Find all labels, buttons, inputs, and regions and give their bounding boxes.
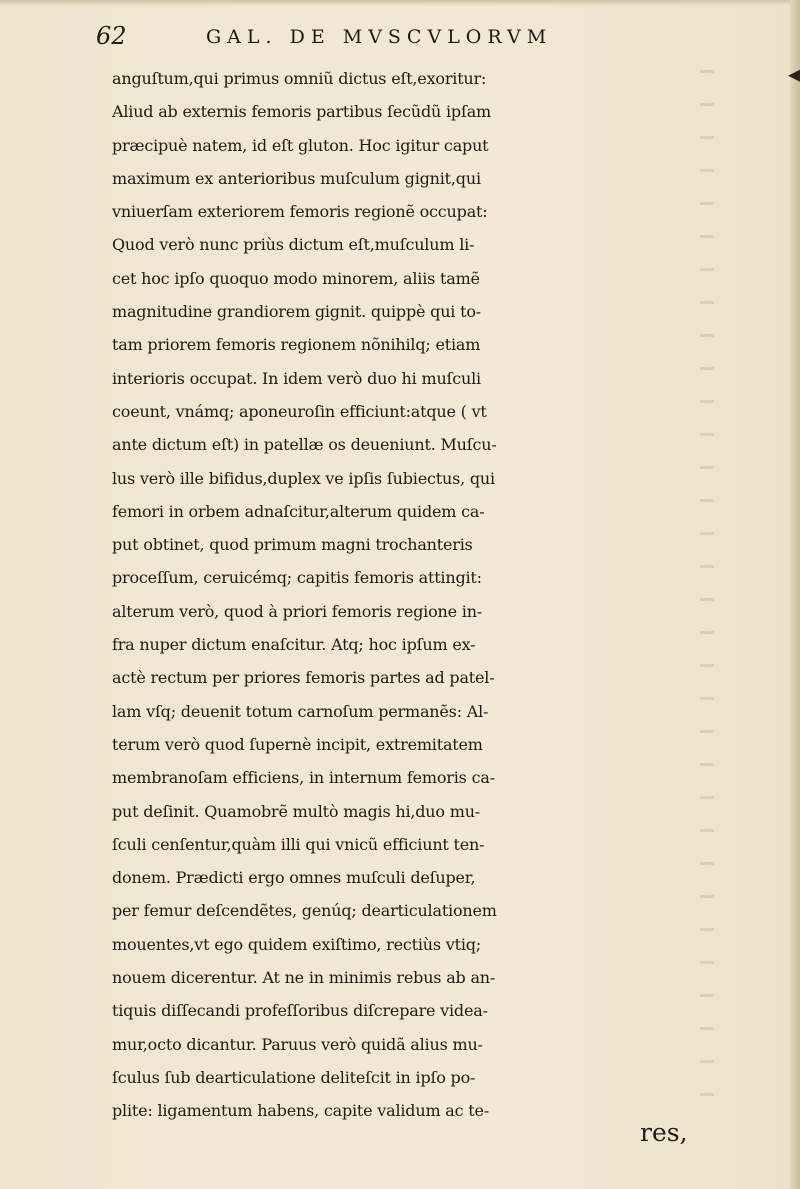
text-line: nouem dicerentur. At ne in minimis rebus ab an-: [112, 968, 496, 988]
text-line: interioris occupat. In idem verò duo hi muſculi: [112, 368, 481, 388]
body-text: [112, 62, 712, 1128]
text-line: per femur deſcendẽtes, genúq; dearticulationem: [112, 901, 497, 921]
text-line: cet hoc ipſo quoquo modo minorem, aliis tamẽ: [112, 268, 480, 288]
text-line: femori in orbem adnaſcitur,alterum quidem ca-: [112, 501, 485, 521]
text-line: plite: ligamentum habens, capite validum ac te-: [112, 1101, 489, 1121]
catchword: res,: [640, 1118, 688, 1147]
running-title: GAL. DE MVSCVLORVM: [206, 26, 553, 48]
text-line: membranoſam efficiens, in internum femoris ca-: [112, 768, 495, 788]
text-line: præcipuè natem, id eſt gluton. Hoc igitur caput: [112, 135, 489, 155]
margin-mark: ◂: [788, 60, 800, 88]
text-line: terum verò quod ſupernè incipit, extremitatem: [112, 734, 483, 754]
text-line: Aliud ab externis femoris partibus ſecũdũ ipſam: [112, 102, 492, 122]
text-line: ſculus ſub dearticulatione deliteſcit in ipſo po-: [112, 1067, 476, 1087]
page-header: [96, 22, 616, 54]
text-line: alterum verò, quod à priori femoris regione in-: [112, 601, 483, 621]
text-line: lus verò ille bifidus,duplex ve ipſis ſubiectus, qui: [112, 468, 495, 488]
text-line: anguſtum,qui primus omniũ dictus eſt,exoritur:: [112, 69, 487, 88]
text-line: actè rectum per priores femoris partes ad patel-: [112, 668, 495, 688]
text-line: mur,octo dicantur. Paruus verò quidã alius mu-: [112, 1034, 483, 1054]
text-line: proceſſum, ceruicémq; capitis femoris attingit:: [112, 568, 482, 588]
text-line: vniuerſam exteriorem femoris regionẽ occupat:: [112, 202, 488, 222]
text-line: coeunt, vnámq; aponeuroſin efficiunt:atque ( vt: [112, 401, 487, 421]
text-line: maximum ex anterioribus muſculum gignit,qui: [112, 168, 481, 188]
text-line: lam vſq; deuenit totum carnoſum permanẽs: Al-: [112, 701, 489, 721]
text-line: put deſinit. Quamobrẽ multò magis hi,duo mu-: [112, 801, 481, 821]
text-line: ſculi cenſentur,quàm illi qui vnicũ efficiunt ten-: [112, 834, 485, 854]
page-number: 62: [96, 22, 127, 50]
text-line: mouentes,vt ego quidem exiſtimo, rectiùs vtiq;: [112, 934, 481, 954]
text-line: put obtinet, quod primum magni trochanteris: [112, 535, 473, 555]
text-line: ante dictum eſt) in patellæ os deueniunt. Muſcu-: [112, 435, 497, 455]
page-top-edge: [0, 0, 800, 6]
text-line: magnitudine grandiorem gignit. quippè qui to-: [112, 302, 481, 322]
text-line: tam priorem femoris regionem nõnihilq; etiam: [112, 335, 481, 355]
text-line: tiquis diſſecandi profeſſoribus diſcrepare videa-: [112, 1001, 488, 1021]
page-right-edge: [790, 0, 800, 1189]
text-line: Quod verò nunc priùs dictum eſt,muſculum li-: [112, 235, 475, 255]
text-line: fra nuper dictum enaſcitur. Atq; hoc ipſum ex-: [112, 635, 476, 655]
text-line: donem. Prædicti ergo omnes muſculi deſuper,: [112, 868, 476, 888]
